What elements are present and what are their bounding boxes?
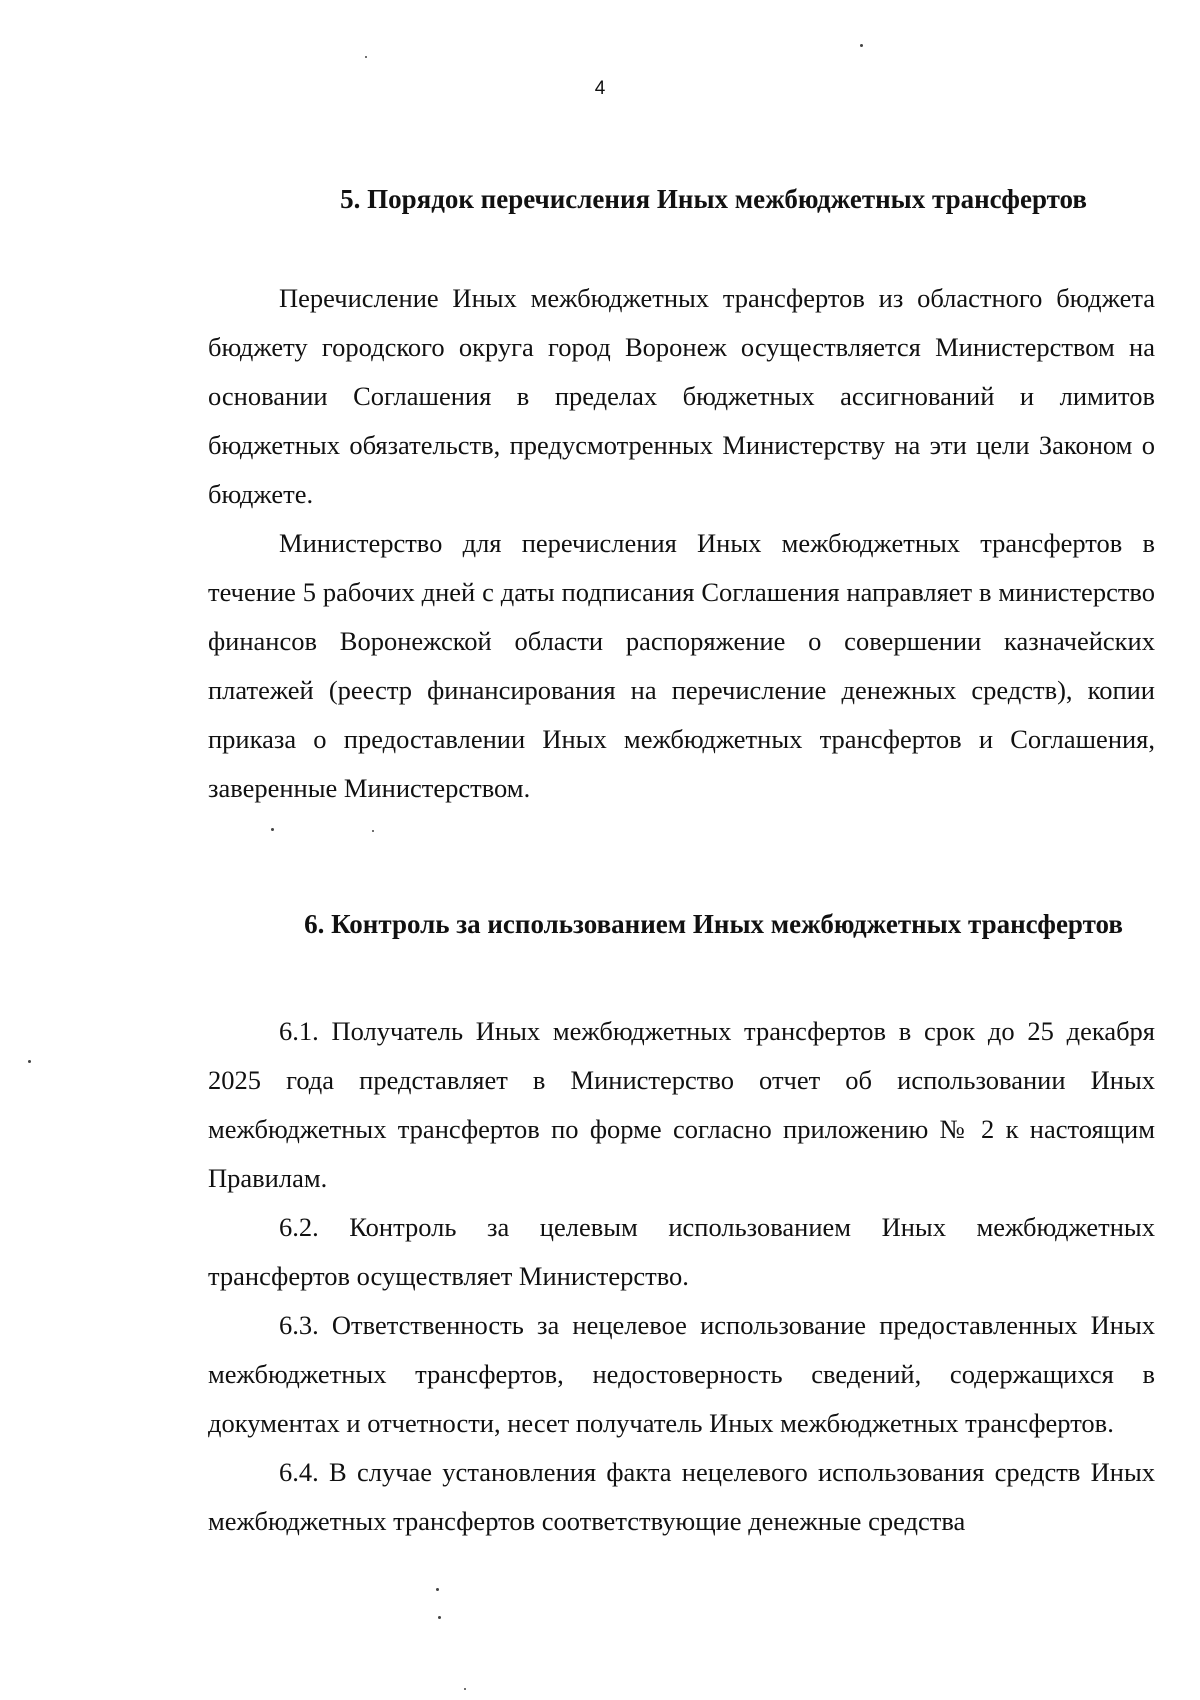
paragraph: 6.2. Контроль за целевым использованием Иных межбюджетных трансфертов осуществляет Министерство. [208, 1212, 1155, 1291]
scan-speck [464, 1688, 466, 1690]
paragraph: Перечисление Иных межбюджетных трансфертов из областного бюджета бюджету городского округа город Воронеж осуществляется Министерством на основании Соглашения в пределах бюджетных ассигнований и лимитов бюджетных обязательств, предусмотренных Министерству на эти цели Законом о бюджете. [208, 283, 1155, 509]
paragraph: 6.1. Получатель Иных межбюджетных трансфертов в срок до 25 декабря 2025 года представляет в Министерство отчет об использовании Иных межбюджетных трансфертов по форме согласно приложению № 2 к настоящим Правилам. [208, 1016, 1155, 1193]
scan-speck [271, 828, 274, 831]
section-6 [208, 905, 1155, 1546]
paragraph: Министерство для перечисления Иных межбюджетных трансфертов в течение 5 рабочих дней с даты подписания Соглашения направляет в министерство финансов Воронежской области распоряжение о совершении казначейских платежей (реестр финансирования на перечисление денежных средств), копии приказа о предоставлении Иных межбюджетных трансфертов и Соглашения, заверенные Министерством. [208, 528, 1155, 803]
scan-speck [372, 830, 374, 832]
scan-speck [436, 1588, 439, 1591]
scan-speck [28, 1060, 31, 1063]
scan-speck [365, 56, 367, 58]
section-title: 5. Порядок перечисления Иных межбюджетных трансфертов [340, 184, 1087, 214]
paragraph: 6.4. В случае установления факта нецелевого использования средств Иных межбюджетных трансфертов соответствующие денежные средства [208, 1457, 1155, 1536]
page-number: 4 [594, 78, 606, 99]
paragraph: 6.3. Ответственность за нецелевое использование предоставленных Иных межбюджетных трансфертов, недостоверность сведений, содержащихся в документах и отчетности, несет получатель Иных межбюджетных трансфертов. [208, 1310, 1155, 1438]
scan-speck [438, 1616, 441, 1619]
document-body [208, 180, 1155, 1546]
section-5 [208, 180, 1155, 813]
scan-speck [860, 44, 863, 47]
section-title: 6. Контроль за использованием Иных межбюджетных трансфертов [304, 909, 1123, 939]
